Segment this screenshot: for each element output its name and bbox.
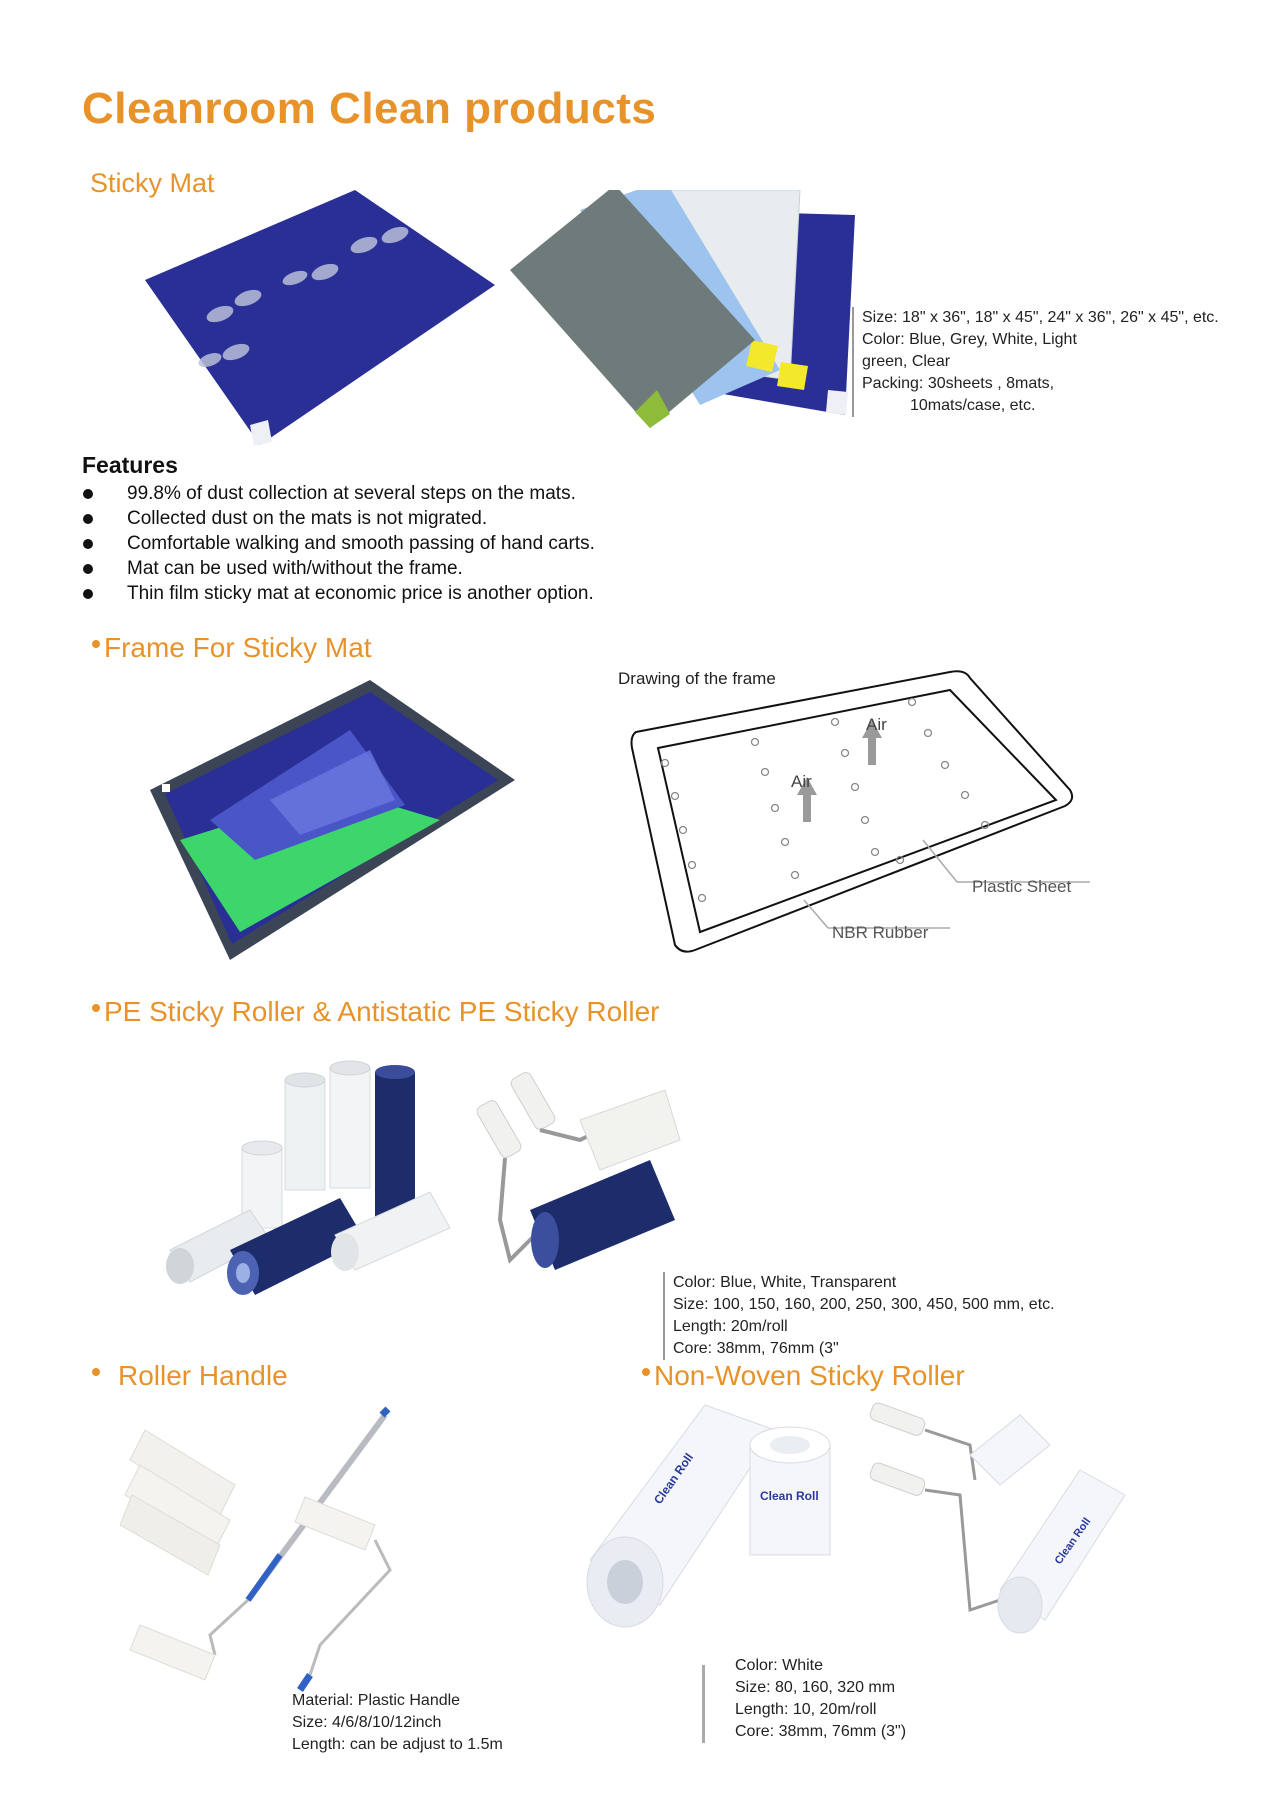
sticky-mat-color-stack [510,190,855,428]
spec-color-cont: green, Clear [862,353,951,370]
nbr-rubber-label: NBR Rubber [832,923,929,942]
spec-material: Material: Plastic Handle [292,1692,461,1709]
sticky-mat-specs [852,307,1219,417]
frame-heading-text: Frame For Sticky Mat [104,632,372,663]
spec-color: Color: Blue, Grey, White, Light [862,331,1077,348]
air-arrows [797,720,882,822]
spec-size: Size: 4/6/8/10/12inch [292,1714,442,1731]
spec-size: Size: 80, 160, 320 mm [735,1679,896,1696]
features-list [82,481,595,606]
spec-length: Length: 20m/roll [673,1318,788,1335]
frame-heading [92,632,372,664]
pe-roller-with-handle [475,1070,680,1270]
roller-handle-heading [92,1360,288,1392]
non-woven-specs [735,1655,906,1743]
spec-core: Core: 38mm, 76mm (3" [673,1340,839,1357]
sticky-mat-heading: Sticky Mat [90,168,215,198]
frame-drawing [620,660,1090,960]
spec-color: Color: Blue, White, Transparent [673,1274,897,1291]
spec-core: Core: 38mm, 76mm (3") [735,1723,907,1740]
spec-packing: Packing: 30sheets , 8mats, [862,375,1055,392]
air-label-2: Air [791,772,812,791]
air-label-1: Air [866,715,887,734]
pe-roller-specs [663,1272,1055,1360]
spec-packing-cont: 10mats/case, etc. [910,397,1036,414]
bullet-dot [92,640,100,648]
list-item: 99.8% of dust collection at several steps on the mats. [82,481,595,506]
features-title: Features [82,452,178,478]
non-woven-with-handle [869,1401,1125,1633]
roller-handle-heading-text: Roller Handle [118,1360,288,1391]
non-woven-heading [642,1360,965,1392]
bullet-dot [92,1004,100,1012]
page-title: Cleanroom Clean products [82,84,657,133]
roll-print-3: Clean Roll [1052,1515,1094,1567]
bullet-dot [92,1368,100,1376]
plastic-sheet-label: Plastic Sheet [972,877,1072,896]
spec-color: Color: White [735,1657,824,1674]
non-woven-photos [580,1400,1160,1640]
list-item: Mat can be used with/without the frame. [82,556,595,581]
roller-handle-photo [120,1405,420,1695]
list-item: Comfortable walking and smooth passing of hand carts. [82,531,595,556]
non-woven-specs-bar [702,1657,907,1743]
list-item: Collected dust on the mats is not migrated. [82,506,595,531]
list-item: Thin film sticky mat at economic price is another option. [82,581,595,606]
spec-size: Size: 100, 150, 160, 200, 250, 300, 450, 500 mm, etc. [673,1296,1055,1313]
non-woven-heading-text: Non-Woven Sticky Roller [654,1360,965,1391]
sticky-mat-photo [145,190,495,446]
frame-photo [140,670,520,970]
spec-size: Size: 18" x 36", 18" x 45", 24" x 36", 26" x 45", etc. [862,309,1219,326]
pe-roller-heading [92,996,660,1028]
spec-length: Length: can be adjust to 1.5m [292,1736,503,1753]
bullet-dot [642,1368,650,1376]
roller-handle-specs [292,1690,503,1756]
pe-roller-heading-text: PE Sticky Roller & Antistatic PE Sticky Roller [104,996,660,1027]
spec-length: Length: 10, 20m/roll [735,1701,877,1718]
roll-print-1: Clean Roll [650,1450,697,1507]
roll-print-2: Clean Roll [760,1489,819,1503]
frame-drawing-title: Drawing of the frame [618,669,776,688]
sticky-mat-images [140,190,880,450]
